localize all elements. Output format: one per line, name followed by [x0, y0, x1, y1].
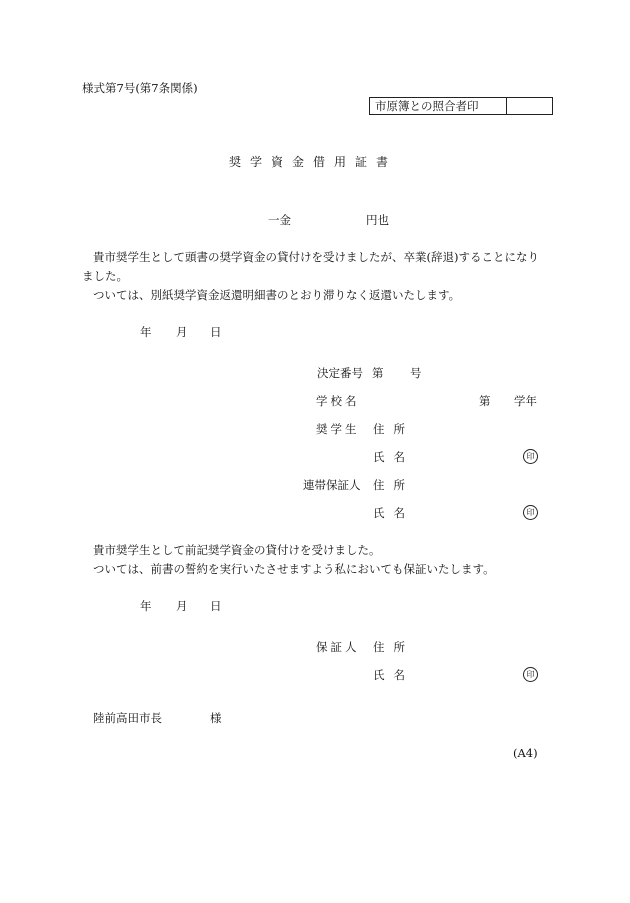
- student-name-label: 氏名: [373, 450, 414, 464]
- guarantor-address-label: 住所: [373, 640, 414, 654]
- paper-size: (A4): [513, 746, 538, 760]
- statement-line-2: ました。: [82, 269, 128, 283]
- joint-guarantor-seal-icon: 印: [523, 505, 538, 520]
- school-label: 学校名: [316, 394, 360, 408]
- stamp-label: 市原簿との照合者印: [370, 98, 507, 114]
- statement-line-1: 貴市奨学生として頭書の奨学資金の貸付けを受けましたが、卒業(辞退)することになり: [93, 250, 539, 264]
- student-label: 奨学生: [316, 422, 360, 436]
- school-dai: 第: [479, 394, 491, 408]
- school-grade: 学年: [514, 394, 537, 408]
- addressee-name: 陸前高田市長: [93, 711, 162, 725]
- joint-guarantor-name-label: 氏名: [373, 506, 414, 520]
- joint-guarantor-address-label: 住所: [373, 478, 414, 492]
- addressee-honorific: 様: [210, 711, 222, 725]
- amount-suffix: 円也: [366, 213, 389, 227]
- decision-go: 号: [410, 366, 422, 380]
- joint-guarantor-label: 連帯保証人: [303, 478, 361, 492]
- guarantor-name-label: 氏名: [373, 668, 414, 682]
- date1-day: 日: [210, 325, 222, 339]
- decision-dai: 第: [372, 366, 384, 380]
- guarantee-line-2: ついては、前書の誓約を実行いたさせますよう私においても保証いたします。: [93, 562, 495, 576]
- guarantee-line-1: 貴市奨学生として前記奨学資金の貸付けを受けました。: [93, 543, 381, 557]
- guarantor-label: 保証人: [316, 640, 360, 654]
- date2-year: 年: [140, 599, 152, 613]
- amount-prefix: 一金: [268, 213, 291, 227]
- decision-label: 決定番号: [317, 366, 363, 380]
- document-title: 奨学資金借用証書: [229, 155, 398, 169]
- date2-day: 日: [210, 599, 222, 613]
- student-address-label: 住所: [373, 422, 414, 436]
- date2-month: 月: [176, 599, 188, 613]
- stamp-field[interactable]: [507, 98, 552, 114]
- date1-month: 月: [176, 325, 188, 339]
- form-number: 様式第7号(第7条関係): [82, 81, 198, 95]
- guarantor-seal-icon: 印: [523, 667, 538, 682]
- verification-stamp-box: [369, 97, 553, 115]
- statement-line-3: ついては、別紙奨学資金返還明細書のとおり滞りなく返還いたします。: [93, 288, 461, 302]
- student-seal-icon: 印: [523, 449, 538, 464]
- date1-year: 年: [140, 325, 152, 339]
